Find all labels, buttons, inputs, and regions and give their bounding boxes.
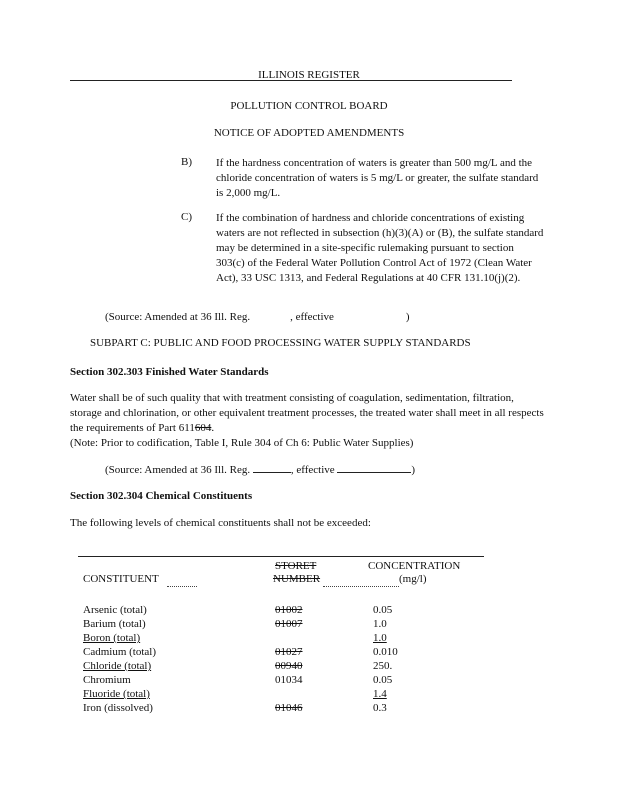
- constituent-name: Chromium: [83, 674, 131, 686]
- notice-title: NOTICE OF ADOPTED AMENDMENTS: [213, 127, 405, 139]
- col-concentration-line-1: CONCENTRATION: [368, 560, 461, 572]
- source-note-2: [105, 462, 415, 476]
- storet-number: 01046: [275, 702, 303, 714]
- constituent-name: Iron (dissolved): [83, 702, 153, 714]
- section-304-intro: The following levels of chemical constituents shall not be exceeded:: [70, 517, 371, 529]
- reg-blank: [253, 462, 291, 473]
- source-1-effective: , effective: [290, 311, 334, 323]
- section-303-text: Water shall be of such quality that with treatment consisting of coagulation, sedimentation, filtration, storage and chlorination, or other equivalent treatment processes, the treated water shall meet in all respects the requirements of Part 611: [70, 392, 544, 434]
- table-row: [83, 659, 473, 673]
- section-304-heading: Section 302.304 Chemical Constituents: [70, 490, 253, 502]
- board-title: POLLUTION CONTROL BOARD: [230, 100, 388, 112]
- concentration-value: 0.3: [373, 702, 387, 714]
- source-note-1: [105, 311, 410, 323]
- constituent-name: Chloride (total): [83, 660, 152, 672]
- storet-number: 01002: [275, 604, 303, 616]
- table-top-rule: [78, 556, 484, 557]
- col-storet-line-2: NUMBER: [273, 573, 321, 585]
- table-row: [83, 617, 473, 631]
- constituent-name: Boron (total): [83, 632, 141, 644]
- table-row: [83, 701, 473, 715]
- register-title: ILLINOIS REGISTER: [258, 69, 360, 81]
- item-b-label: B): [181, 156, 192, 168]
- header-underline-2: [323, 586, 399, 587]
- source-2-prefix: (Source: Amended at 36 Ill. Reg.: [105, 464, 253, 476]
- constituent-name: Cadmium (total): [83, 646, 157, 658]
- concentration-value: 250.: [373, 660, 393, 672]
- table-row: [83, 645, 473, 659]
- col-concentration-line-2: (mg/l): [399, 573, 427, 585]
- item-b-text: If the hardness concentration of waters is greater than 500 mg/L and the chloride concentration of waters is 5 mg/L or greater, the sulfate standard is 2,000 mg/L.: [216, 157, 539, 199]
- deleted-part-ref: 604: [194, 422, 212, 434]
- storet-number: 00940: [275, 660, 303, 672]
- col-storet-line-1: STORET: [275, 560, 317, 572]
- concentration-value: 0.05: [373, 674, 393, 686]
- storet-number: 01027: [275, 646, 303, 658]
- storet-number: 01007: [275, 618, 303, 630]
- effective-blank: [337, 462, 411, 473]
- concentration-value: 0.05: [373, 604, 393, 616]
- table-row: [83, 631, 473, 645]
- source-2-close: ): [411, 464, 416, 476]
- constituent-name: Fluoride (total): [83, 688, 150, 700]
- constituents-table: [83, 603, 473, 715]
- item-c-text: If the combination of hardness and chloride concentrations of existing waters are not reflected in subsection (h)(3)(A) or (B), the sulfate standard may be determined in a site-specific rulemaking pursuant to section 303(c) of the Federal Water Pollution Control Act of 1972 (Clean Water Act), 33 USC 1313, and Federal Regulations at 40 CFR 131.10(j)(2).: [216, 212, 544, 284]
- section-303-body: [70, 391, 545, 451]
- table-row: [83, 687, 473, 701]
- concentration-value: 1.4: [373, 688, 387, 700]
- table-row: [83, 603, 473, 617]
- header-underline-1: [167, 586, 197, 587]
- storet-number: 01034: [275, 674, 303, 686]
- section-303-heading: Section 302.303 Finished Water Standards: [70, 366, 269, 378]
- section-303-period: .: [211, 422, 215, 434]
- col-constituent: CONSTITUENT: [83, 573, 159, 585]
- constituent-name: Barium (total): [83, 618, 146, 630]
- concentration-value: 1.0: [373, 618, 387, 630]
- item-c-label: C): [181, 211, 192, 223]
- source-2-effective: , effective: [290, 464, 338, 476]
- concentration-value: 0.010: [373, 646, 398, 658]
- table-row: [83, 673, 473, 687]
- section-303-note: (Note: Prior to codification, Table I, Rule 304 of Ch 6: Public Water Supplies): [70, 437, 414, 449]
- constituent-name: Arsenic (total): [83, 604, 147, 616]
- subpart-heading: SUBPART C: PUBLIC AND FOOD PROCESSING WATER SUPPLY STANDARDS: [90, 337, 471, 349]
- source-1-prefix: (Source: Amended at 36 Ill. Reg.: [105, 311, 251, 323]
- concentration-value: 1.0: [373, 632, 387, 644]
- source-1-close: ): [405, 311, 410, 323]
